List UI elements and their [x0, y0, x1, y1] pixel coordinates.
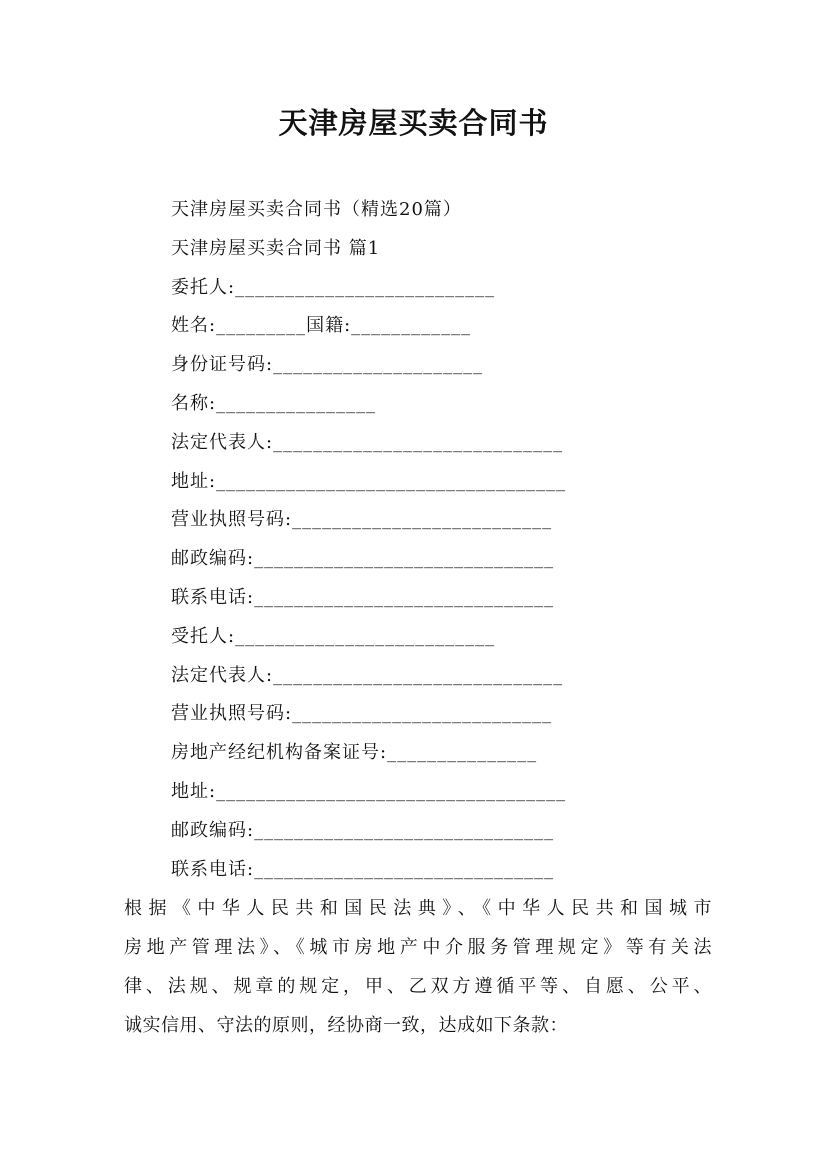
- field-trustee: 受托人:__________________________: [171, 626, 496, 647]
- field-id-number: 身份证号码:_____________________: [171, 354, 484, 375]
- field-client: 委托人:__________________________: [171, 277, 496, 298]
- field-company-name: 名称:________________: [171, 393, 377, 414]
- field-trustee-phone: 联系电话:______________________________: [171, 859, 555, 880]
- field-trustee-postal-code: 邮政编码:______________________________: [171, 820, 555, 841]
- field-legal-representative: 法定代表人:_____________________________: [171, 432, 564, 453]
- paragraph-line-1: 根据《中华人民共和国民法典》、《中华人民共和国城市: [124, 898, 712, 919]
- paragraph-line-4: 诚实信用、守法的原则，经协商一致，达成如下条款：: [124, 1015, 568, 1036]
- field-business-license: 营业执照号码:__________________________: [171, 509, 553, 530]
- field-address: 地址:___________________________________: [171, 471, 567, 492]
- paragraph-line-2: 房地产管理法》、《城市房地产中介服务管理规定》等有关法: [124, 937, 712, 958]
- field-agency-record-number: 房地产经纪机构备案证号:_______________: [171, 742, 538, 763]
- field-postal-code: 邮政编码:______________________________: [171, 548, 555, 569]
- field-trustee-address: 地址:___________________________________: [171, 781, 567, 802]
- subtitle-line: 天津房屋买卖合同书（精选20篇）: [171, 199, 462, 220]
- field-phone: 联系电话:______________________________: [171, 587, 555, 608]
- section-heading: 天津房屋买卖合同书 篇1: [171, 238, 381, 259]
- field-trustee-business-license: 营业执照号码:__________________________: [171, 703, 553, 724]
- paragraph-line-3: 律、法规、规章的规定，甲、乙双方遵循平等、自愿、公平、: [124, 976, 712, 997]
- field-name-nationality: 姓名:_________国籍:____________: [171, 315, 472, 336]
- document-title: 天津房屋买卖合同书: [278, 106, 549, 140]
- field-trustee-legal-representative: 法定代表人:_____________________________: [171, 665, 564, 686]
